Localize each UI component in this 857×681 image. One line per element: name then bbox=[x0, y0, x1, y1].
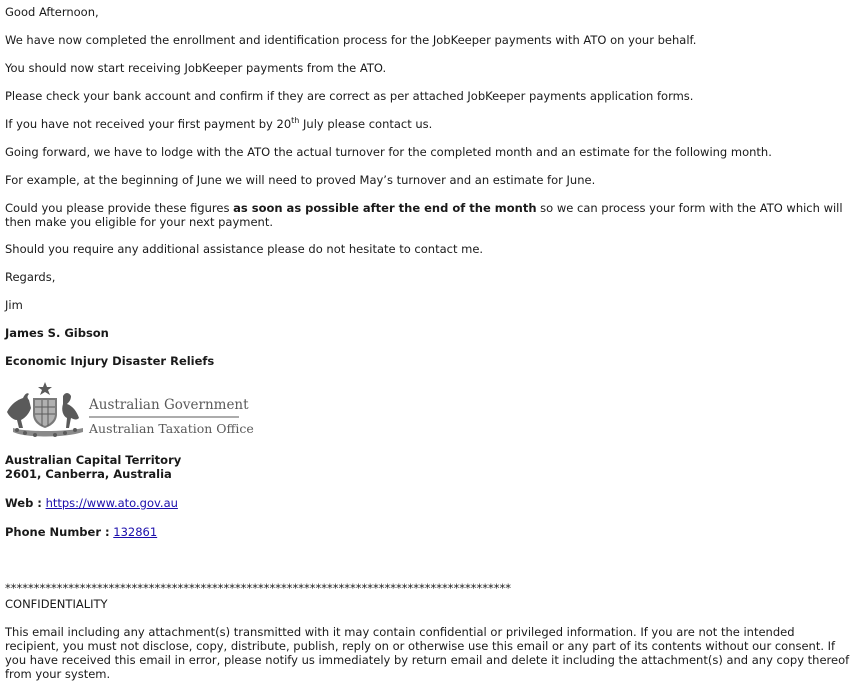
paragraph-first-payment bbox=[5, 117, 432, 131]
regards: Regards, bbox=[5, 270, 56, 284]
paragraph-provide-figures bbox=[5, 201, 852, 229]
greeting: Good Afternoon, bbox=[5, 5, 99, 19]
provide-figures-emphasis: as soon as possible after the end of the month bbox=[233, 201, 537, 215]
web-line bbox=[5, 496, 178, 510]
logo-line-australian-government: Australian Government bbox=[89, 397, 249, 413]
phone-label: Phone Number : bbox=[5, 525, 110, 539]
first-payment-text-end: July please contact us. bbox=[299, 117, 433, 131]
first-payment-text: If you have not received your first payment by 20 bbox=[5, 117, 292, 131]
confidentiality-title: CONFIDENTIALITY bbox=[5, 597, 108, 611]
paragraph-assistance: Should you require any additional assistance please do not hesitate to contact me. bbox=[5, 242, 484, 256]
address-territory: Australian Capital Territory bbox=[5, 453, 182, 467]
sender-short-name: Jim bbox=[5, 298, 23, 312]
footer-separator: **************************************************************************************** bbox=[5, 581, 511, 595]
australian-government-logo bbox=[5, 380, 254, 440]
logo-line-taxation-office: Australian Taxation Office bbox=[89, 421, 254, 436]
phone-link[interactable]: 132861 bbox=[113, 525, 158, 539]
paragraph-start-receiving: You should now start receiving JobKeeper payments from the ATO. bbox=[5, 61, 387, 75]
website-link[interactable]: https://www.ato.gov.au bbox=[45, 496, 178, 510]
paragraph-check-bank: Please check your bank account and confirm if they are correct as per attached JobKeeper payments application forms. bbox=[5, 89, 694, 103]
paragraph-enrollment: We have now completed the enrollment and identification process for the JobKeeper payments with ATO on your behalf. bbox=[5, 33, 697, 47]
phone-line bbox=[5, 525, 157, 539]
provide-figures-text-end: so we can process your form with the ATO which will then make you eligible for your next payment. bbox=[5, 201, 843, 229]
paragraph-going-forward: Going forward, we have to lodge with the ATO the actual turnover for the completed month and an estimate for the following month. bbox=[5, 145, 772, 159]
confidentiality-notice: This email including any attachment(s) transmitted with it may contain confidential or privileged information. If you are not the intended recipient, you must not disclose, copy, distribute, publish, reply on or otherwise use this email or any part of its contents without our consent. If you have received this email in error, please notify us immediately by return email and delete it including the attachment(s) and any copy thereof from your system. bbox=[5, 625, 850, 681]
address-city: 2601, Canberra, Australia bbox=[5, 467, 172, 481]
provide-figures-text: Could you please provide these figures bbox=[5, 201, 234, 215]
signature-department: Economic Injury Disaster Reliefs bbox=[5, 354, 215, 368]
paragraph-example: For example, at the beginning of June we will need to proved May’s turnover and an estimate for June. bbox=[5, 173, 596, 187]
date-ordinal: th bbox=[291, 116, 300, 126]
web-label: Web : bbox=[5, 496, 42, 510]
signature-name: James S. Gibson bbox=[5, 326, 109, 340]
